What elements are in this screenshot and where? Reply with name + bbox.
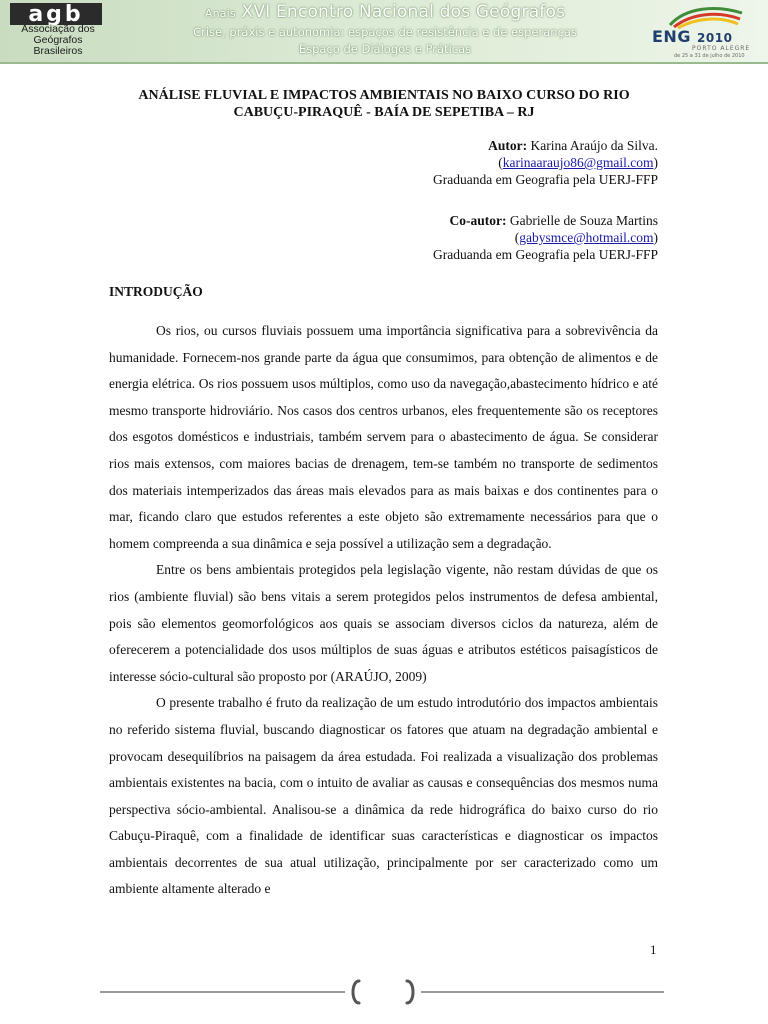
page-number: 1 <box>650 942 657 957</box>
author-line <box>258 137 658 154</box>
coauthor-name: Gabrielle de Souza Martins <box>509 213 658 228</box>
eng-2010-logo <box>644 3 762 59</box>
coauthor-label: Co-autor: <box>449 213 507 228</box>
agb-subtitle: Associação dos Geógrafos Brasileiros <box>21 23 95 57</box>
swoosh-icon <box>666 3 746 29</box>
conference-banner <box>0 0 768 64</box>
footer-ornament <box>100 978 664 1006</box>
coauthor-email-link[interactable]: gabysmce@hotmail.com <box>519 230 654 245</box>
paragraph: O presente trabalho é fruto da realização de um estudo introdutório dos impactos ambientais no referido sistema fluvial, buscando diagnosticar os fatores que atuam na degradação ambiental e provocam desequilíbrios na paisagem da área estudada. Foi realizada a visualização dos problemas ambientais existentes na bacia, com o intuito de avaliar as causas e consequências dos mesmos numa perspectiva sócio-ambiental. Analisou-se a dinâmica da rede hidrográfica do baixo curso do rio Cabuçu-Piraquê, com a finalidade de identificar suas características e diagnosticar os impactos ambientais decorrentes de sua atual utilização, principalmente por ser caracterizado como um ambiente altamente alterado e <box>109 695 658 897</box>
agb-logo-text: agb <box>28 3 84 25</box>
conference-space: Espaço de Diálogos e Práticas <box>298 42 472 56</box>
conference-title <box>150 2 620 24</box>
introduction-body <box>109 318 658 903</box>
coauthor-line <box>258 212 658 229</box>
eng-city: PORTO ALEGRE <box>692 45 751 52</box>
conference-theme: Crise, práxis e autonomia: espaços de resistência e de esperanças <box>193 25 577 39</box>
conference-title-block <box>150 2 620 58</box>
agb-logo-mark <box>10 3 102 25</box>
agb-logo <box>2 0 114 62</box>
eng-label: ENG 2010 <box>652 27 733 46</box>
paragraph: Os rios, ou cursos fluviais possuem uma importância significativa para a sobrevivência da humanidade. Fornecem-nos grande parte da água que consumimos, para obtenção de alimentos e de energia elétrica. Os rios possuem usos múltiplos, como uso da navegação,abastecimento hídrico e até mesmo transporte hidroviário. Nos casos dos centros urbanos, eles frequentemente são os receptores dos esgotos domésticos e industriais, também servem para o abastecimento de água. Se considerar rios mais extensos, com maiores bacias de drenagem, tem-se também no transporte de sedimentos dos materiais intemperizados das áreas mais elevados para as mais baixas e dos continentes para o mar, ficando claro que estudos referentes a este objeto são extremamente necessários para que o homem compreenda a sua dinâmica e seja possível a utilização sem a degradação. <box>109 323 658 551</box>
author-block <box>258 137 658 188</box>
author-email-line: (karinaaraujo86@gmail.com) <box>498 155 658 170</box>
author-name: Karina Araújo da Silva. <box>530 138 658 153</box>
footer-rule-right <box>421 991 664 993</box>
author-email-link[interactable]: karinaaraujo86@gmail.com <box>502 155 654 170</box>
bracket-ornament-icon <box>345 978 421 1006</box>
author-label: Autor: <box>488 138 528 153</box>
paragraph: Entre os bens ambientais protegidos pela legislação vigente, não restam dúvidas de que os rios (ambiente fluvial) são bens vitais a serem protegidos pelos instrumentos de defesa ambiental, pois são elementos geomorfológicos aos quais se associam diversos ciclos da natureza, além de oferecerem a potencialidade dos usos múltiplos de suas águas e atributos estéticos paisagísticos de interesse sócio-cultural são proposto por (ARAÚJO, 2009) <box>109 562 658 684</box>
coauthor-email-line: (gabysmce@hotmail.com) <box>514 230 658 245</box>
eng-dates: de 25 a 31 de julho de 2010 <box>674 53 745 59</box>
coauthor-affiliation: Graduanda em Geografia pela UERJ-FFP <box>433 247 658 262</box>
section-heading: INTRODUÇÃO <box>109 284 203 299</box>
conference-name: XVI Encontro Nacional dos Geógrafos <box>241 2 566 22</box>
footer-rule-left <box>100 991 345 993</box>
coauthor-block <box>258 212 658 263</box>
paper-title: ANÁLISE FLUVIAL E IMPACTOS AMBIENTAIS NO BAIXO CURSO DO RIO CABUÇU-PIRAQUÊ - BAÍA DE SEPETIBA – RJ <box>138 88 630 120</box>
anais-prefix: Anais <box>204 7 236 20</box>
author-affiliation: Graduanda em Geografia pela UERJ-FFP <box>433 172 658 187</box>
